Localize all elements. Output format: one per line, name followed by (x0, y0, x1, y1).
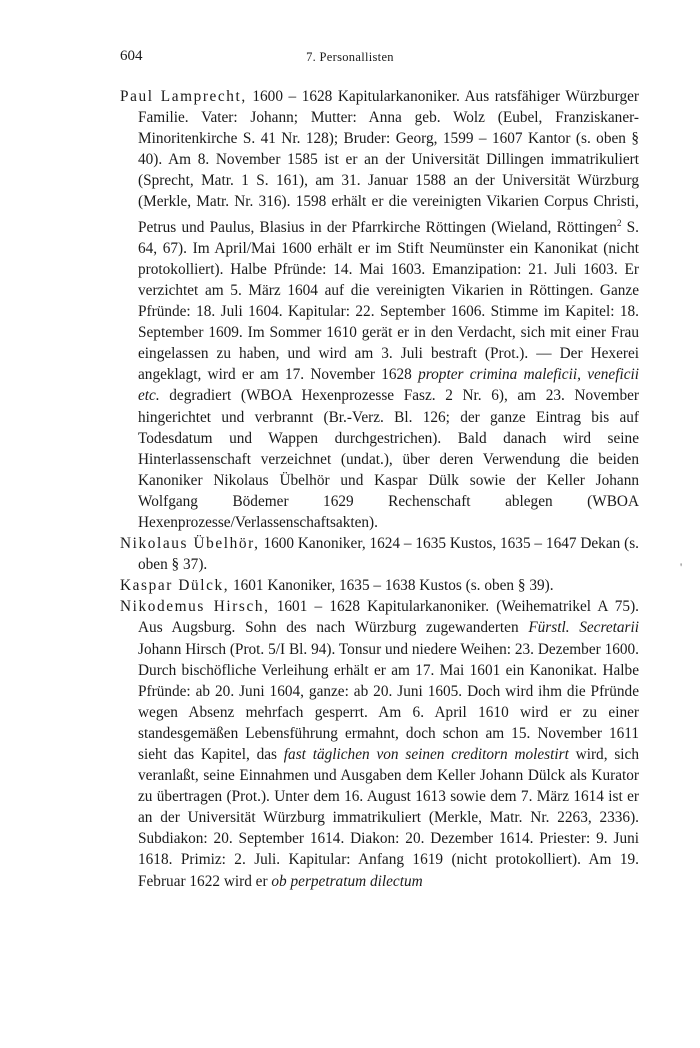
latin-quote: ob perpetratum dilectum (271, 872, 423, 890)
entry-text: 1600 Kanoniker, 1624 – 1635 Kustos, 1635 – 1647 Dekan (s. oben § 37). (138, 535, 639, 574)
entry-text: 1601 Kanoniker, 1635 – 1638 Kustos (s. oben § 39). (229, 577, 554, 595)
quote: fast täglichen von seinen creditorn molestirt (283, 746, 569, 763)
latin-quote: propter crimina maleficii, veneficii etc. (138, 366, 639, 405)
entry-name: Nikodemus Hirsch, (120, 598, 270, 616)
running-head: 7. Personallisten (306, 50, 394, 64)
entry-name: Kaspar Dülck, (120, 577, 230, 595)
entry-uebelhoer (120, 533, 639, 575)
latin-quote: Fürstl. Secretarii (528, 619, 639, 637)
entry-text: wird, sich veranlaßt, seine Einnahmen und Ausgaben dem Keller Johann Dülck als Kurator zu übertragen (Prot.). Unter dem 16. August 1613 sowie dem 7. März 1614 ist er an der Universität Würzburg immatrikuliert (Merkle, Matr. Nr. 2263, 2336). Subdiakon: 20. September 1614. Diakon: 20. Dezember 1614. Priester: 9. Juni 1618. Primiz: 2. Juli. Kapitular: Anfang 1619 (nicht protokolliert). Am 19. Februar 1622 wird er (138, 746, 639, 890)
entry-text: 1600 – 1628 Kapitularkanoniker. Aus ratsfähiger Würzburger Familie. Vater: Johann; Mutter: Anna geb. Wolz (Eubel, Franziskaner-Minoritenkirche S. 41 Nr. 128); Bruder: Georg, 1599 – 1607 Kantor (s. oben § 40). Am 8. November 1585 ist er an der Universität Dillingen immatrikuliert (Sprecht, Matr. 1 S. 161), am 31. Januar 1588 an der Universität Würzburg (Merkle, Matr. Nr. 316). 1598 erhält er die vereinigten Vikarien Corpus Christi, Petrus und Paulus, Blasius in der Pfarrkirche Röttingen (Wieland, Röttingen (138, 88, 639, 236)
entry-text: 1601 – 1628 Kapitularkanoniker. (Weihematrikel A 75). Aus Augsburg. Sohn des nach Würzburg zugewanderten (138, 598, 639, 637)
main-text (120, 86, 639, 892)
entry-duelck (120, 575, 639, 596)
entry-text: Johann Hirsch (Prot. 5/I Bl. 94). Tonsur und niedere Weihen: 23. Dezember 1600. Durch bischöfliche Verleihung erhält er am 17. Mai 1601 ein Kanonikat. Halbe Pfründe: ab 20. Juni 1604, ganze: ab 20. Juni 1605. Doch wird ihm die Pfründe wegen Absenz mehrfach gesperrt. Am 6. April 1610 wird er zu einer standesgemäßen Lebensführung ermahnt, doch schon am 15. November 1611 sieht das Kapitel, das (138, 640, 639, 763)
entry-hirsch (120, 596, 639, 891)
superscript: 2 (616, 217, 622, 228)
entry-text: S. 64, 67). Im April/Mai 1600 erhält er im Stift Neumünster ein Kanonikat (nicht protokolliert). Halbe Pfründe: 14. Mai 1603. Emanzipation: 21. Juli 1603. Er verzichtet am 5. März 1604 auf die vereinigten Vikarien in Röttingen. Ganze Pfründe: 18. Juli 1604. Kapitular: 22. September 1606. Stimme im Kapitel: 18. September 1609. Im Sommer 1610 gerät er in den Verdacht, sich mit einer Frau eingelassen zu haben, und wird am 3. Juli bestraft (Prot.). — Der Hexerei angeklagt, wird er am 17. November 1628 (138, 218, 639, 384)
entry-lamprecht (120, 86, 639, 533)
entry-name: Paul Lamprecht, (120, 88, 247, 105)
margin-mark: ' (680, 560, 683, 574)
entry-text: degradiert (WBOA Hexenprozesse Fasz. 2 Nr. 6), am 23. November hingerichtet und verbrannt (Br.-Verz. Bl. 126; der ganze Eintrag bis auf Todesdatum und Wappen durchgestrichen). Bald danach wird seine Hinterlassenschaft verzeichnet (undat.), über deren Verwendung die beiden Kanoniker Nikolaus Übelhör und Kaspar Dülk sowie der Keller Johann Wolfgang Bödemer 1629 Rechenschaft ablegen (WBOA Hexenprozesse/Verlassenschaftsakten). (138, 387, 639, 531)
page-number: 604 (120, 48, 143, 64)
entry-name: Nikolaus Übelhör, (120, 535, 260, 553)
